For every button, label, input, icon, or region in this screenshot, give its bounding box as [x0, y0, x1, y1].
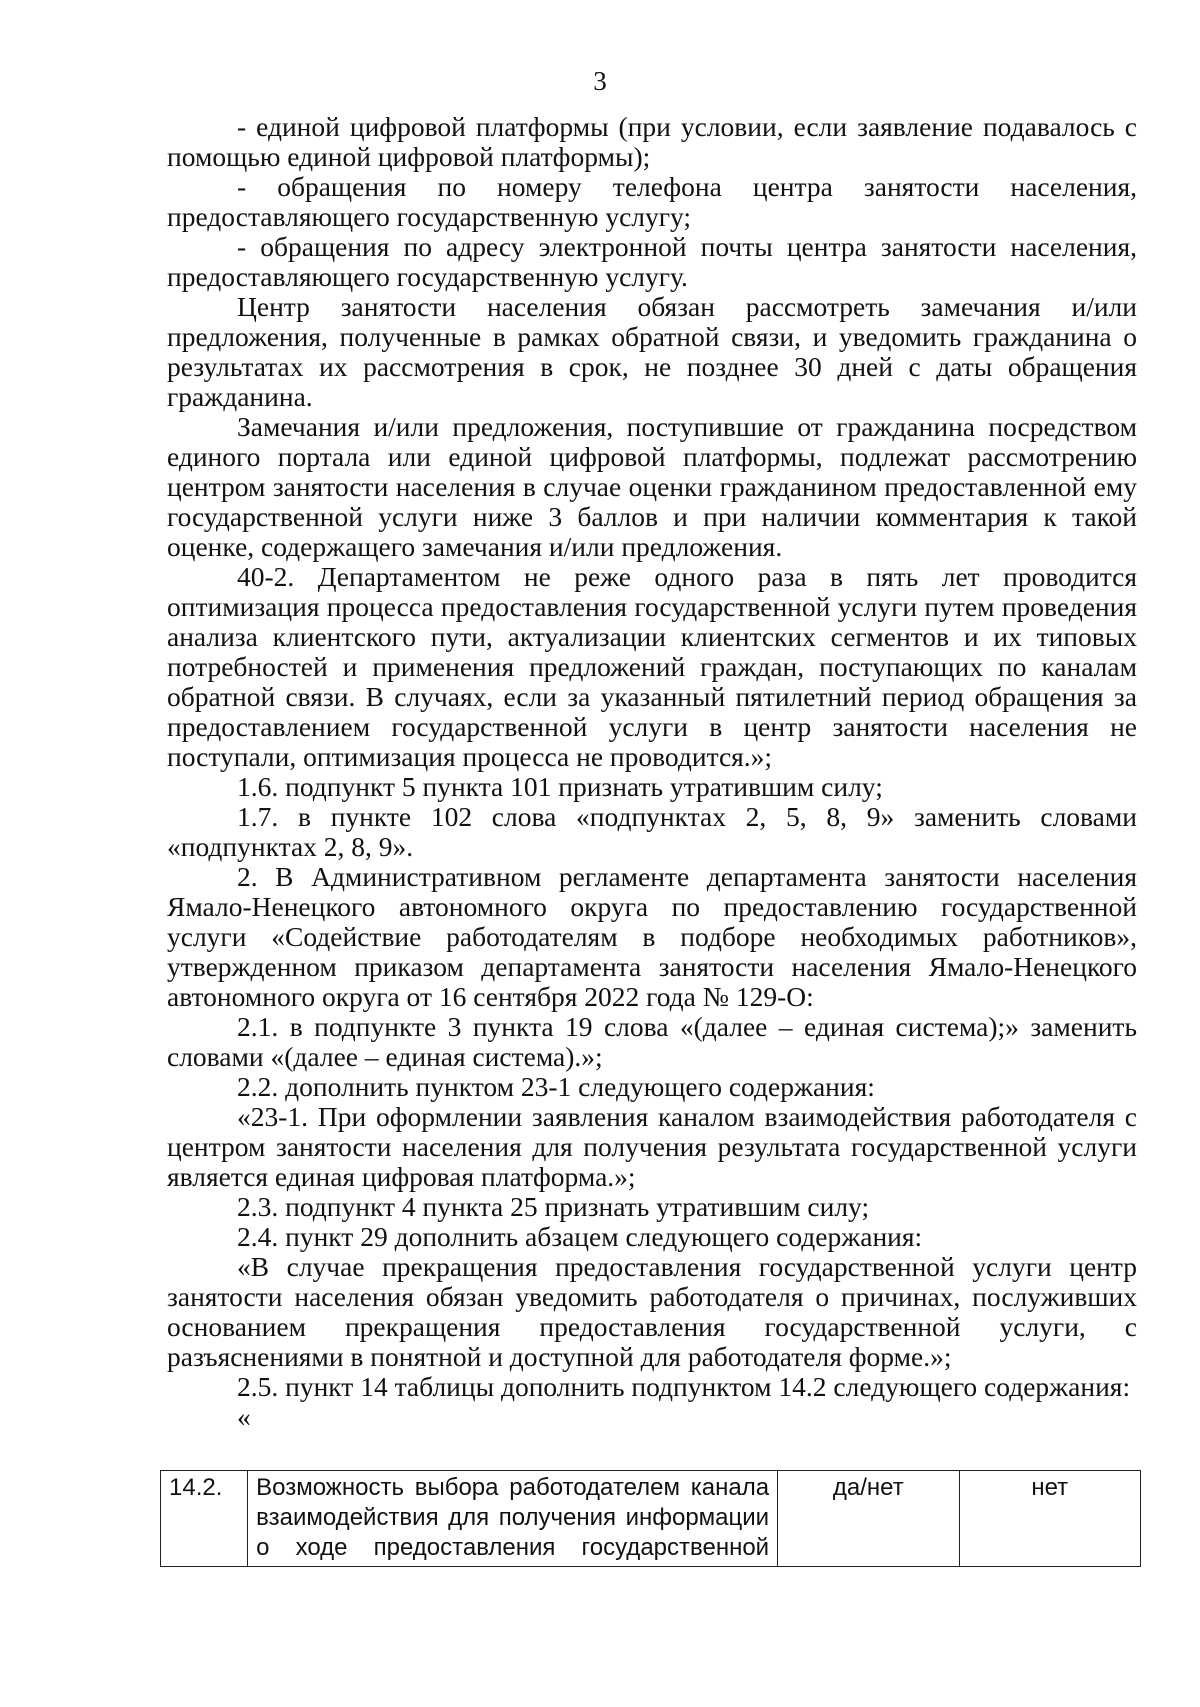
paragraph: 40-2. Департаментом не реже одного раза в пять лет проводится оптимизация процесса предоставления государственной услуги путем проведения анализа клиентского пути, актуализации клиентских сегментов и их типовых потребностей и применения предложений граждан, поступающих по каналам обратной связи. В случаях, если за указанный пятилетний период обращения за предоставлением государственной услуги в центр занятости населения не поступали, оптимизация процесса не проводится.»;	[167, 561, 1137, 772]
paragraph: «В случае прекращения предоставления государственной услуги центр занятости населения обязан уведомить работодателя о причинах, послуживших основанием прекращения предоставления государственной услуги, с разъяснениями в понятной и доступной для работодателя форме.»;	[167, 1251, 1137, 1372]
document-body	[167, 112, 1137, 1432]
table-cell-text: Возможность выбора работодателем канала взаимодействия для получения информации о ходе предоставления государственной	[248, 1471, 778, 1567]
quote-open-mark: «	[237, 1401, 251, 1432]
amendment-table	[160, 1470, 1141, 1567]
paragraph: 2.3. подпункт 4 пункта 25 признать утратившим силу;	[237, 1191, 870, 1222]
paragraph: Центр занятости населения обязан рассмотреть замечания и/или предложения, полученные в рамках обратной связи, и уведомить гражданина о результатах их рассмотрения в срок, не позднее 30 дней с даты обращения гражданина.	[167, 291, 1137, 412]
paragraph: «23-1. При оформлении заявления каналом взаимодействия работодателя с центром занятости населения для получения результата государственной услуги является единая цифровая платформа.»;	[167, 1101, 1137, 1192]
paragraph: - обращения по номеру телефона центра занятости населения, предоставляющего государственную услугу;	[167, 171, 1137, 232]
paragraph: 2.1. в подпункте 3 пункта 19 слова «(далее – единая система);» заменить словами «(далее – единая система).»;	[167, 1011, 1137, 1072]
table-row	[161, 1471, 1141, 1567]
paragraph: Замечания и/или предложения, поступившие от гражданина посредством единого портала или единой цифровой платформы, подлежат рассмотрению центром занятости населения в случае оценки гражданином предоставленной ему государственной услуги ниже 3 баллов и при наличии комментария к такой оценке, содержащего замечания и/или предложения.	[167, 411, 1137, 562]
table-cell-value: да/нет	[778, 1471, 959, 1567]
paragraph: - обращения по адресу электронной почты центра занятости населения, предоставляющего государственную услугу.	[167, 231, 1137, 292]
table-cell-value-2: нет	[959, 1471, 1140, 1567]
paragraph: - единой цифровой платформы (при условии, если заявление подавалось с помощью единой цифровой платформы);	[167, 111, 1137, 172]
paragraph: 1.6. подпункт 5 пункта 101 признать утратившим силу;	[237, 771, 883, 802]
paragraph: 2.4. пункт 29 дополнить абзацем следующего содержания:	[237, 1221, 923, 1252]
page-number: 3	[593, 66, 607, 96]
paragraph: 2.5. пункт 14 таблицы дополнить подпунктом 14.2 следующего содержания:	[237, 1371, 1131, 1402]
table-cell-number: 14.2.	[161, 1471, 248, 1567]
paragraph: 1.7. в пункте 102 слова «подпунктах 2, 5, 8, 9» заменить словами «подпунктах 2, 8, 9».	[167, 801, 1137, 862]
paragraph: 2.2. дополнить пунктом 23-1 следующего содержания:	[237, 1071, 875, 1102]
paragraph: 2. В Административном регламенте департамента занятости населения Ямало-Ненецкого автономного округа по предоставлению государственной услуги «Содействие работодателям в подборе необходимых работников», утвержденном приказом департамента занятости населения Ямало-Ненецкого автономного округа от 16 сентября 2022 года № 129-О:	[167, 861, 1137, 1012]
